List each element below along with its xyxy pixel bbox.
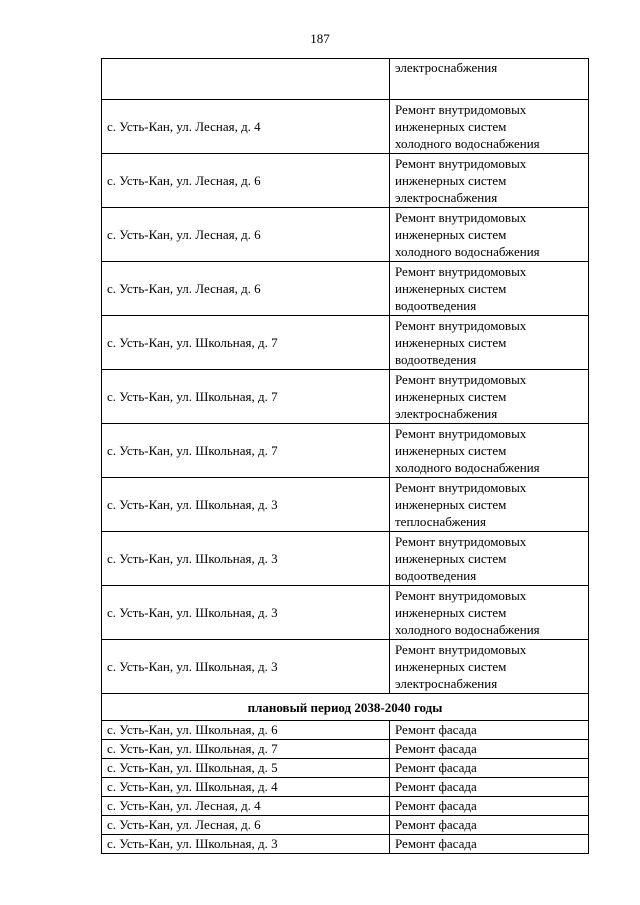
work-line: холодного водоснабжения xyxy=(395,136,540,151)
address-cell: с. Усть-Кан, ул. Лесная, д. 6 xyxy=(102,816,390,835)
address-cell: с. Усть-Кан, ул. Школьная, д. 7 xyxy=(102,370,390,424)
table-row xyxy=(102,721,589,740)
work-line: Ремонт внутридомовых xyxy=(395,210,527,225)
address-cell: с. Усть-Кан, ул. Школьная, д. 7 xyxy=(102,316,390,370)
table-row xyxy=(102,370,589,424)
work-line: инженерных систем xyxy=(395,443,507,458)
work-cell xyxy=(390,316,589,370)
work-cell: Ремонт фасада xyxy=(390,797,589,816)
address-cell: с. Усть-Кан, ул. Школьная, д. 3 xyxy=(102,835,390,854)
work-line: Ремонт внутридомовых xyxy=(395,318,527,333)
table-row xyxy=(102,759,589,778)
address-cell: с. Усть-Кан, ул. Лесная, д. 4 xyxy=(102,797,390,816)
work-cell xyxy=(390,154,589,208)
work-line: инженерных систем xyxy=(395,335,507,350)
work-line: Ремонт внутридомовых xyxy=(395,480,527,495)
work-line: Ремонт внутридомовых xyxy=(395,426,527,441)
address-cell: с. Усть-Кан, ул. Школьная, д. 4 xyxy=(102,778,390,797)
address-cell: с. Усть-Кан, ул. Лесная, д. 6 xyxy=(102,262,390,316)
work-line: электроснабжения xyxy=(395,406,498,421)
work-line: Ремонт внутридомовых xyxy=(395,102,527,117)
table-row xyxy=(102,532,589,586)
work-line: инженерных систем xyxy=(395,551,507,566)
work-line: Ремонт внутридомовых xyxy=(395,642,527,657)
work-cell xyxy=(390,640,589,694)
table-row xyxy=(102,208,589,262)
work-line: водоотведения xyxy=(395,298,477,313)
work-line: электроснабжения xyxy=(395,190,498,205)
work-cell xyxy=(390,262,589,316)
work-line: инженерных систем xyxy=(395,173,507,188)
work-cell: Ремонт фасада xyxy=(390,816,589,835)
work-cell xyxy=(390,532,589,586)
table-body xyxy=(102,59,589,854)
table-row xyxy=(102,835,589,854)
address-cell: с. Усть-Кан, ул. Школьная, д. 5 xyxy=(102,759,390,778)
address-cell: с. Усть-Кан, ул. Школьная, д. 7 xyxy=(102,424,390,478)
address-cell: с. Усть-Кан, ул. Лесная, д. 6 xyxy=(102,208,390,262)
work-cell xyxy=(390,100,589,154)
work-cell: Ремонт фасада xyxy=(390,759,589,778)
work-cell xyxy=(390,586,589,640)
page-number: 187 xyxy=(310,31,330,46)
work-cell: электроснабжения xyxy=(390,59,589,100)
work-cell xyxy=(390,478,589,532)
work-cell xyxy=(390,208,589,262)
work-line: Ремонт внутридомовых xyxy=(395,588,527,603)
work-line: инженерных систем xyxy=(395,659,507,674)
repair-works-table xyxy=(101,58,589,854)
table-row xyxy=(102,778,589,797)
work-line: водоотведения xyxy=(395,352,477,367)
work-line: инженерных систем xyxy=(395,227,507,242)
work-cell xyxy=(390,370,589,424)
table-row xyxy=(102,478,589,532)
address-cell: с. Усть-Кан, ул. Школьная, д. 3 xyxy=(102,640,390,694)
work-cell: Ремонт фасада xyxy=(390,835,589,854)
work-line: Ремонт внутридомовых xyxy=(395,534,527,549)
address-cell: с. Усть-Кан, ул. Лесная, д. 6 xyxy=(102,154,390,208)
work-line: инженерных систем xyxy=(395,389,507,404)
work-cell: Ремонт фасада xyxy=(390,740,589,759)
work-cell: Ремонт фасада xyxy=(390,778,589,797)
address-cell: с. Усть-Кан, ул. Лесная, д. 4 xyxy=(102,100,390,154)
table-row xyxy=(102,640,589,694)
work-line: электроснабжения xyxy=(395,676,498,691)
address-cell: с. Усть-Кан, ул. Школьная, д. 7 xyxy=(102,740,390,759)
table-row xyxy=(102,154,589,208)
address-cell xyxy=(102,59,390,100)
work-line: холодного водоснабжения xyxy=(395,622,540,637)
section-header-row xyxy=(102,694,589,721)
table-row xyxy=(102,586,589,640)
work-line: Ремонт внутридомовых xyxy=(395,156,527,171)
table-row xyxy=(102,100,589,154)
work-line: инженерных систем xyxy=(395,281,507,296)
work-line: водоотведения xyxy=(395,568,477,583)
table-row xyxy=(102,424,589,478)
address-cell: с. Усть-Кан, ул. Школьная, д. 3 xyxy=(102,478,390,532)
table-row xyxy=(102,262,589,316)
table-row xyxy=(102,816,589,835)
work-line: инженерных систем xyxy=(395,605,507,620)
address-cell: с. Усть-Кан, ул. Школьная, д. 3 xyxy=(102,586,390,640)
address-cell: с. Усть-Кан, ул. Школьная, д. 6 xyxy=(102,721,390,740)
work-line: Ремонт внутридомовых xyxy=(395,372,527,387)
table-row xyxy=(102,59,589,100)
work-line: инженерных систем xyxy=(395,497,507,512)
work-line: холодного водоснабжения xyxy=(395,244,540,259)
table-row xyxy=(102,316,589,370)
work-line: холодного водоснабжения xyxy=(395,460,540,475)
table-row xyxy=(102,797,589,816)
section-title: плановый период 2038-2040 годы xyxy=(102,694,589,721)
address-cell: с. Усть-Кан, ул. Школьная, д. 3 xyxy=(102,532,390,586)
work-line: теплоснабжения xyxy=(395,514,486,529)
work-cell: Ремонт фасада xyxy=(390,721,589,740)
work-cell xyxy=(390,424,589,478)
table-row xyxy=(102,740,589,759)
work-line: Ремонт внутридомовых xyxy=(395,264,527,279)
work-line: инженерных систем xyxy=(395,119,507,134)
